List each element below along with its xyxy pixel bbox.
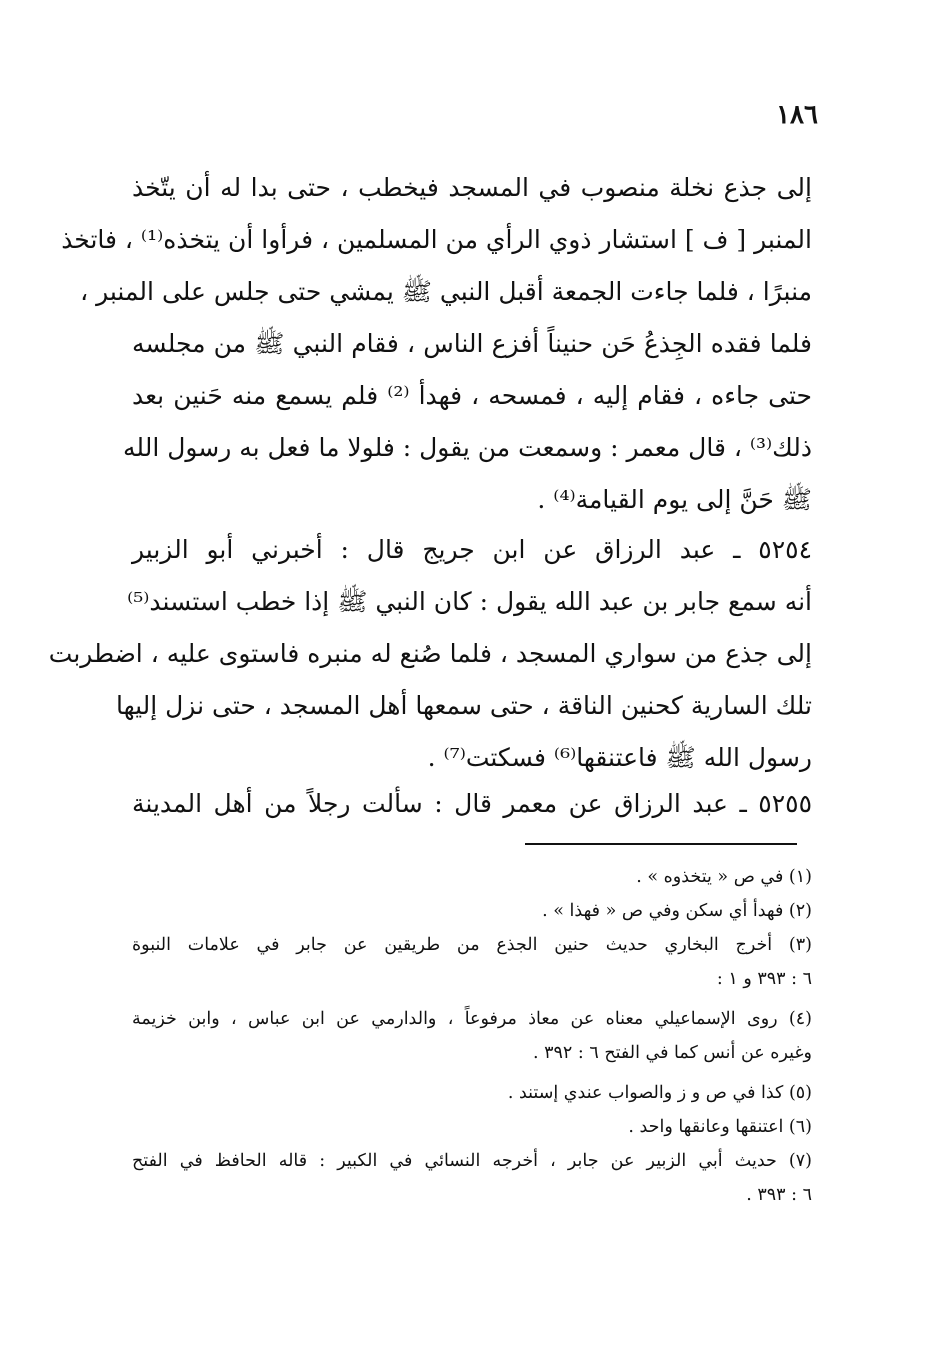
footnote-divider (525, 843, 797, 845)
text-line: تلك السارية كحنين الناقة ، حتى سمعها أهل المسجد ، حتى نزل إليها (115, 691, 812, 720)
text-line: منبرًا ، فلما جاءت الجمعة أقبل النبي ﷺ يمشي حتى جلس على المنبر ، (80, 277, 812, 306)
paragraph-continued (61, 162, 812, 526)
text-line: إلى جذع من سواري المسجد ، فلما صُنع له منبره فاستوى عليه ، اضطربت (48, 639, 812, 668)
footnotes (132, 860, 812, 1212)
footnote-2: (٢) فهدأ أي سكن وفي ص « فهذا » . (542, 901, 812, 921)
footnote-7: (٧) حديث أبي الزبير عن جابر ، أخرجه النسائي في الكبير : قاله الحافظ في الفتح (132, 1151, 812, 1171)
footnote-1: (١) في ص « يتخذوه » . (636, 867, 812, 887)
footnote-3-continued: ٦ : ٣٩٣ و ١ : (716, 969, 812, 989)
footnote-7-continued: ٦ : ٣٩٣ . (746, 1185, 812, 1205)
text-line: رسول الله ﷺ فاعتنقها⁽⁶⁾ فسكتت⁽⁷⁾ . (427, 743, 812, 772)
footnote-4-continued: وغيره عن أنس كما في الفتح ٦ : ٣٩٢ . (532, 1043, 812, 1063)
footnote-4: (٤) روى الإسماعيلي معناه عن معاذ مرفوعاً ، والدارمي عن ابن عباس ، وابن خزيمة (132, 1009, 812, 1029)
text-line: إلى جذع نخلة منصوب في المسجد فيخطب ، حتى بدا له أن يتّخذ (132, 173, 812, 202)
text-line: المنبر [ ف ] استشار ذوي الرأي من المسلمين ، فرأوا أن يتخذه⁽¹⁾ ، فاتخذ (61, 225, 812, 254)
text-line: ٥٢٥٤ ـ عبد الرزاق عن ابن جريج قال : أخبرني أبو الزبير (132, 535, 812, 564)
text-line: ٥٢٥٥ ـ عبد الرزاق عن معمر قال : سألت رجلاً من أهل المدينة (132, 789, 812, 818)
footnote-5: (٥) كذا في ص و ز والصواب عندي إستند . (507, 1083, 812, 1103)
text-line: أنه سمع جابر بن عبد الله يقول : كان النبي ﷺ إذا خطب استسند⁽⁵⁾ (127, 587, 812, 616)
hadith-5255 (132, 778, 812, 830)
text-line: فلما فقده الجِذعُ حَن حنيناً أفزع الناس ، فقام النبي ﷺ من مجلسه (132, 329, 812, 358)
page-number: ١٨٦ (776, 100, 818, 130)
text-line: ﷺ حَنَّ إلى يوم القيامة⁽⁴⁾ . (537, 485, 812, 514)
hadith-5254 (48, 524, 812, 784)
text-line: حتى جاءه ، فقام إليه ، فمسحه ، فهدأ ⁽²⁾ فلم يسمع منه حَنين بعد (132, 381, 812, 410)
footnote-6: (٦) اعتنقها وعانقها واحد . (628, 1117, 812, 1137)
text-line: ذلك⁽³⁾ ، قال معمر : وسمعت من يقول : فلولا ما فعل به رسول الله (123, 433, 812, 462)
footnote-3: (٣) أخرج البخاري حديث حنين الجذع من طريقين عن جابر في علامات النبوة (132, 935, 812, 955)
